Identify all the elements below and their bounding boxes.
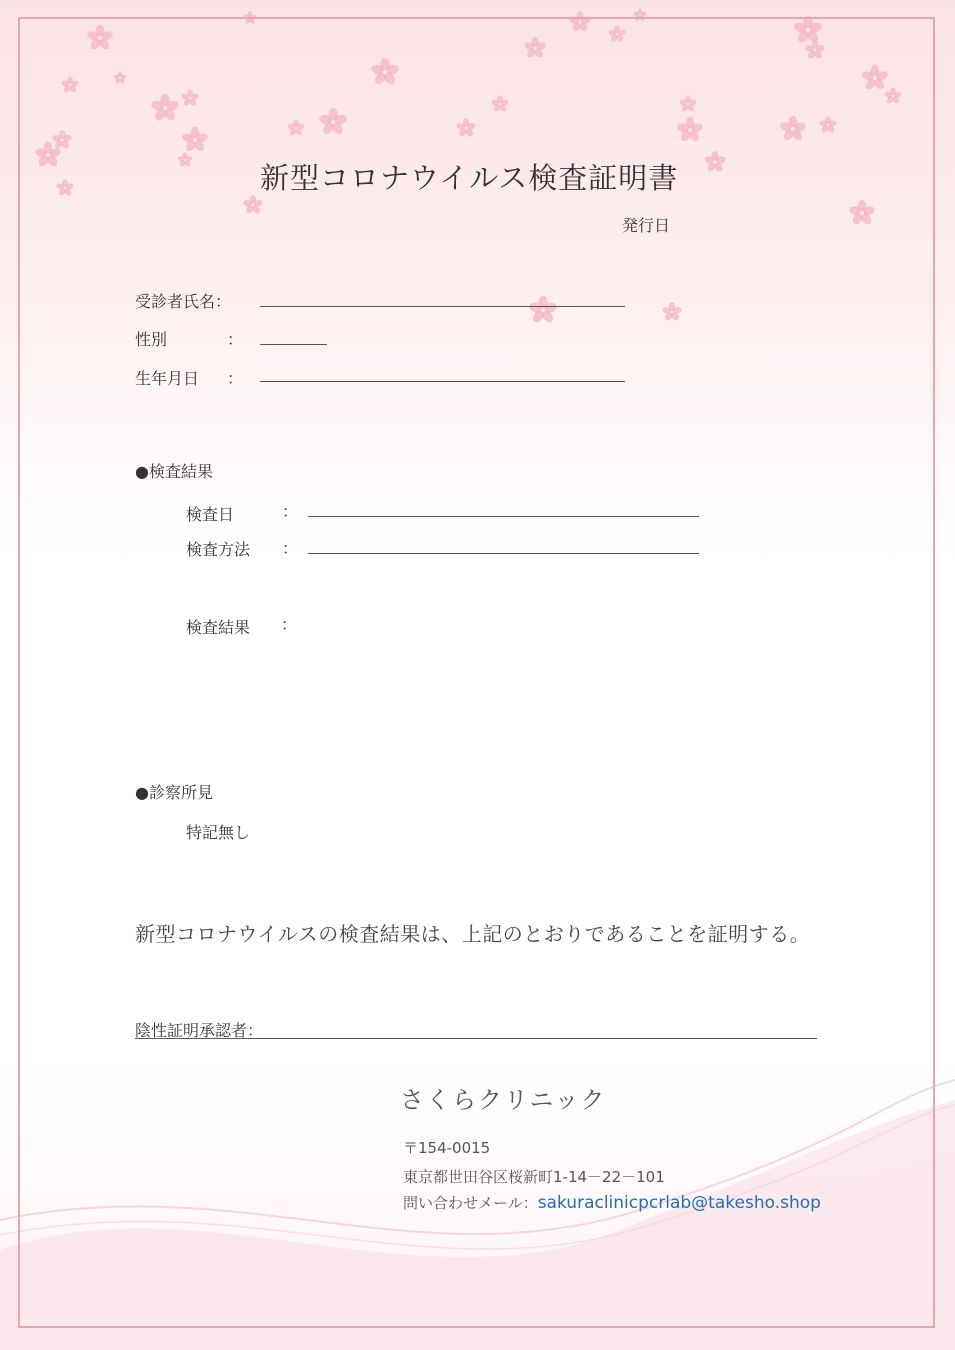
test-method-label: 検査方法 [186,540,251,559]
test-result-colon: ： [281,615,298,634]
clinic-postal-code: 〒154-0015 [403,1139,491,1157]
clinic-address: 東京都世田谷区桜新町1-14－22－101 [403,1168,665,1186]
patient-birthdate-field [260,381,625,382]
approver-label: 陰性証明承認者： [135,1021,264,1040]
patient-sex-colon: ： [227,330,244,349]
patient-name-field [260,306,625,307]
pink-border-frame [18,17,935,1328]
test-method-colon: ： [282,539,299,558]
approver-signature-field [135,1038,817,1039]
test-date-field [308,516,699,517]
test-results-heading: ●検査結果 [135,462,213,481]
document-title: 新型コロナウイルス検査証明書 [260,161,679,195]
test-method-field [308,553,699,554]
patient-sex-field [260,344,327,345]
patient-birthdate-label: 生年月日 [135,369,200,388]
clinic-name: さくらクリニック [400,1086,607,1114]
patient-sex-label: 性別 [135,330,168,349]
patient-birthdate-colon: ： [227,369,244,388]
contact-label: 問い合わせメール： [403,1194,538,1212]
test-date-colon: ： [282,502,299,521]
certification-statement: 新型コロナウイルスの検査結果は、上記のとおりであることを証明する。 [135,922,811,946]
issue-date-label: 発行日 [622,216,671,235]
test-date-label: 検査日 [186,505,235,524]
test-result-label: 検査結果 [186,618,251,637]
findings-text: 特記無し [186,823,251,842]
contact-email-link[interactable]: sakuraclinicpcrlab@takesho.shop [537,1193,821,1213]
patient-name-label: 受診者氏名： [135,292,232,311]
clinic-contact [403,1192,821,1213]
findings-heading: ●診察所見 [135,783,213,802]
